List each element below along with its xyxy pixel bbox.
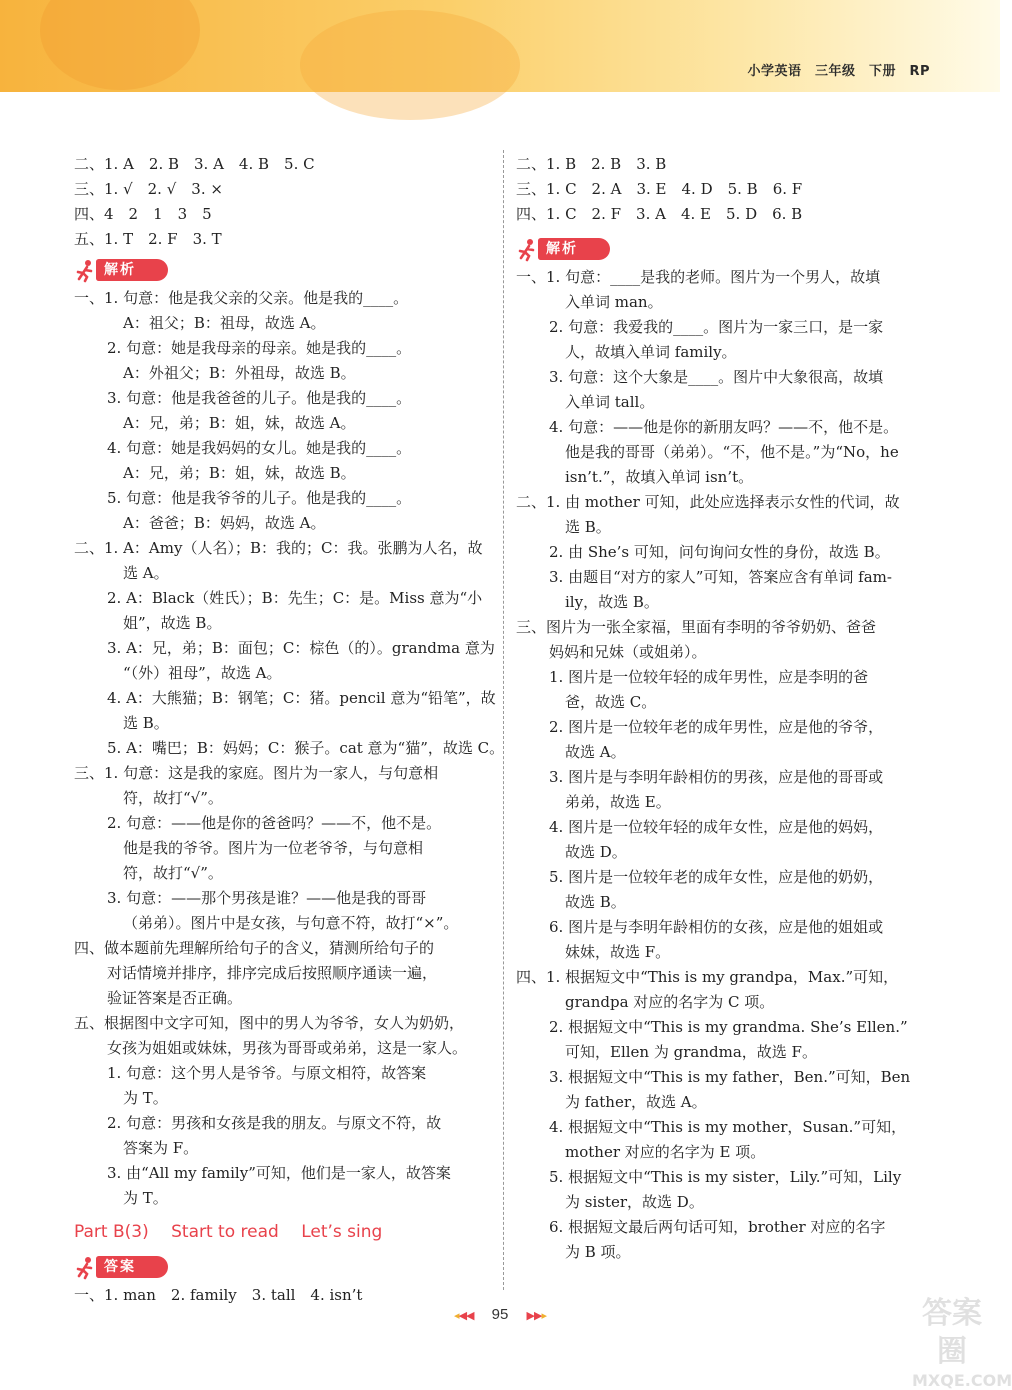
analysis-line: 3. 由“All my family”可知，他们是一家人，故答案 bbox=[107, 1164, 451, 1182]
analysis-tag bbox=[74, 256, 492, 284]
answer-line: 三、1. √ 2. √ 3. × bbox=[74, 180, 223, 198]
analysis-line: 女孩为姐姐或妹妹，男孩为哥哥或弟弟，这是一家人。 bbox=[107, 1039, 468, 1057]
analysis-line: 3. 句意：——那个男孩是谁？——他是我的哥哥 bbox=[107, 889, 427, 907]
analysis-line: 三、1. 句意：这是我的家庭。图片为一家人，与句意相 bbox=[74, 764, 439, 782]
analysis-line: 2. 句意：男孩和女孩是我的朋友。与原文不符，故 bbox=[107, 1114, 442, 1132]
analysis-line: 4. 图片是一位较年轻的成年女性，应是他的妈妈， bbox=[549, 818, 884, 836]
analysis-line: 3. 句意：这个大象是____。图片中大象很高，故填 bbox=[549, 368, 884, 386]
analysis-line: 故选 D。 bbox=[565, 843, 627, 861]
watermark-logo bbox=[912, 1295, 1012, 1390]
analysis-line: A：兄，弟；B：姐，妹，故选 B。 bbox=[123, 464, 356, 482]
answers-list bbox=[516, 152, 932, 227]
analysis-line: 为 T。 bbox=[123, 1089, 168, 1107]
analysis-line: 妹妹，故选 F。 bbox=[565, 943, 671, 961]
analysis-line: 3. 根据短文中“This is my father，Ben.”可知，Ben bbox=[549, 1068, 911, 1086]
analysis-line: 三、图片为一张全家福，里面有李明的爷爷奶奶、爸爸 bbox=[516, 618, 877, 636]
watermark-url: MXQE.COM bbox=[912, 1371, 1012, 1390]
analysis-line: 他是我的哥哥（弟弟）。“不，他不是。”为“No，he bbox=[565, 443, 899, 461]
analysis-line: 4. A：大熊猫；B：钢笔；C：猪。pencil 意为“铅笔”，故 bbox=[107, 689, 496, 707]
analysis-line: 一、1. 句意：____是我的老师。图片为一个男人，故填 bbox=[516, 268, 881, 286]
right-column bbox=[516, 152, 932, 1265]
analysis-line: 他是我的爷爷。图片为一位老爷爷，与句意相 bbox=[123, 839, 424, 857]
analysis-line: 3. A：兄，弟；B：面包；C：棕色（的）。grandma 意为 bbox=[107, 639, 495, 657]
prev-arrows-icon: ◂◀◀ bbox=[454, 1310, 474, 1322]
analysis-line: 四、1. 根据短文中“This is my grandpa，Max.”可知， bbox=[516, 968, 899, 986]
answer-line: 二、1. A 2. B 3. A 4. B 5. C bbox=[74, 155, 315, 173]
analysis-line: 四、做本题前先理解所给句子的含义，猜测所给句子的 bbox=[74, 939, 435, 957]
analysis-label: 解析 bbox=[538, 238, 610, 260]
analysis-line: 入单词 man。 bbox=[565, 293, 663, 311]
analysis-line: 妈妈和兄妹（或姐弟）。 bbox=[549, 643, 707, 661]
analysis-line: 选 B。 bbox=[123, 714, 169, 732]
analysis-line: grandpa 对应的名字为 C 项。 bbox=[565, 993, 775, 1011]
analysis-line: 2. 句意：我爱我的____。图片为一家三口，是一家 bbox=[549, 318, 884, 336]
analysis-line: 2. 根据短文中“This is my grandma. She’s Ellen.” bbox=[549, 1018, 908, 1036]
analysis-line: 符，故打“√”。 bbox=[123, 789, 223, 807]
running-figure-icon bbox=[516, 237, 540, 261]
analysis-line: 4. 根据短文中“This is my mother，Susan.”可知， bbox=[549, 1118, 907, 1136]
analysis-line: isn’t.”，故填入单词 isn’t。 bbox=[565, 468, 754, 486]
analysis-line: 2. 图片是一位较年老的成年男性，应是他的爷爷， bbox=[549, 718, 884, 736]
analysis-line: 5. 图片是一位较年老的成年女性，应是他的奶奶， bbox=[549, 868, 884, 886]
analysis-line: 答案为 F。 bbox=[123, 1139, 199, 1157]
analysis-line: 5. 句意：他是我爷爷的儿子。他是我的____。 bbox=[107, 489, 412, 507]
analysis-line: A：祖父；B：祖母，故选 A。 bbox=[123, 314, 326, 332]
analysis-tag bbox=[516, 235, 932, 263]
analysis-line: （弟弟）。图片中是女孩，与句意不符，故打“×”。 bbox=[123, 914, 459, 932]
analysis-line: 1. 图片是一位较年轻的成年男性，应是李明的爸 bbox=[549, 668, 869, 686]
analysis-line: 符，故打“√”。 bbox=[123, 864, 223, 882]
analysis-line: 3. 图片是与李明年龄相仿的男孩，应是他的哥哥或 bbox=[549, 768, 884, 786]
analysis-line: 2. 句意：她是我母亲的母亲。她是我的____。 bbox=[107, 339, 412, 357]
analysis-line: 为 B 项。 bbox=[565, 1243, 631, 1261]
answer-line: 四、4 2 1 3 5 bbox=[74, 205, 212, 223]
running-figure-icon bbox=[74, 258, 98, 282]
analysis-line: 五、根据图中文字可知，图中的男人为爷爷，女人为奶奶， bbox=[74, 1014, 465, 1032]
analysis-line: 入单词 tall。 bbox=[565, 393, 655, 411]
analysis-line: 为 sister，故选 D。 bbox=[565, 1193, 704, 1211]
page-number: 95 bbox=[491, 1306, 509, 1323]
analysis-line: mother 对应的名字为 E 项。 bbox=[565, 1143, 766, 1161]
analysis-line: 姐”，故选 B。 bbox=[123, 614, 222, 632]
analysis-line: 2. 由 She’s 可知，问句询问女性的身份，故选 B。 bbox=[549, 543, 890, 561]
analysis-line: 5. A：嘴巴；B：妈妈；C：猴子。cat 意为“猫”，故选 C。 bbox=[107, 739, 505, 757]
analysis-line: A：爸爸；B：妈妈，故选 A。 bbox=[123, 514, 326, 532]
running-figure-icon bbox=[74, 1255, 98, 1279]
analysis-line: 5. 根据短文中“This is my sister，Lily.”可知，Lily bbox=[549, 1168, 902, 1186]
analysis-line: 选 B。 bbox=[565, 518, 611, 536]
next-arrows-icon: ▶▶▸ bbox=[526, 1310, 546, 1322]
answer-line: 四、1. C 2. F 3. A 4. E 5. D 6. B bbox=[516, 205, 803, 223]
answer-tag bbox=[74, 1253, 492, 1281]
analysis-line: 二、1. A：Amy（人名）；B：我的；C：我。张鹏为人名，故 bbox=[74, 539, 483, 557]
analysis-line: 2. 句意：——他是你的爸爸吗？——不，他不是。 bbox=[107, 814, 442, 832]
answer-label: 答案 bbox=[96, 1256, 168, 1278]
analysis-line: 一、1. 句意：他是我父亲的父亲。他是我的____。 bbox=[74, 289, 409, 307]
analysis-line: A：兄，弟；B：姐，妹，故选 A。 bbox=[123, 414, 356, 432]
answer-line: 二、1. B 2. B 3. B bbox=[516, 155, 667, 173]
answers-list bbox=[74, 152, 492, 252]
analysis-line: 为 T。 bbox=[123, 1189, 168, 1207]
analysis-line: 3. 句意：他是我爸爸的儿子。他是我的____。 bbox=[107, 389, 412, 407]
analysis-line: 3. 由题目“对方的家人”可知，答案应含有单词 fam- bbox=[549, 568, 892, 586]
column-divider bbox=[503, 150, 504, 1290]
analysis-line: 故选 A。 bbox=[565, 743, 626, 761]
analysis-line: 6. 根据短文最后两句话可知，brother 对应的名字 bbox=[549, 1218, 886, 1236]
analysis-line: 为 father，故选 A。 bbox=[565, 1093, 707, 1111]
book-title: 小学英语 三年级 下册 RP bbox=[747, 64, 930, 79]
analysis-line: 人，故填入单词 family。 bbox=[565, 343, 737, 361]
analysis-line: 选 A。 bbox=[123, 564, 169, 582]
page-footer bbox=[0, 1306, 1000, 1336]
analysis-line: 4. 句意：——他是你的新朋友吗？——不，他不是。 bbox=[549, 418, 899, 436]
left-column bbox=[74, 152, 505, 1308]
banner-decoration bbox=[300, 10, 520, 120]
analysis-line: 6. 图片是与李明年龄相仿的女孩，应是他的姐姐或 bbox=[549, 918, 884, 936]
analysis-line: 验证答案是否正确。 bbox=[107, 989, 243, 1007]
analysis-line: 4. 句意：她是我妈妈的女儿。她是我的____。 bbox=[107, 439, 412, 457]
answers-bottom: 一、1. man 2. family 3. tall 4. isn’t bbox=[74, 1286, 363, 1304]
analysis-line: A：外祖父；B：外祖母，故选 B。 bbox=[123, 364, 356, 382]
analysis-line: 二、1. 由 mother 可知，此处应选择表示女性的代词，故 bbox=[516, 493, 900, 511]
analysis-text bbox=[516, 265, 932, 1265]
analysis-line: 故选 B。 bbox=[565, 893, 626, 911]
analysis-line: 弟弟，故选 E。 bbox=[565, 793, 671, 811]
analysis-line: 对话情境并排序，排序完成后按照顺序通读一遍， bbox=[107, 964, 438, 982]
answer-line: 三、1. C 2. A 3. E 4. D 5. B 6. F bbox=[516, 180, 803, 198]
analysis-line: 1. 句意：这个男人是爷爷。与原文相符，故答案 bbox=[107, 1064, 427, 1082]
watermark-text: 答案圈 bbox=[922, 1296, 982, 1369]
analysis-label: 解析 bbox=[96, 259, 168, 281]
analysis-line: 2. A：Black（姓氏）；B：先生；C：是。Miss 意为“小 bbox=[107, 589, 483, 607]
analysis-line: 可知，Ellen 为 grandma，故选 F。 bbox=[565, 1043, 817, 1061]
section-title: Part B(3) Start to read Let’s sing bbox=[74, 1222, 383, 1242]
answer-line: 五、1. T 2. F 3. T bbox=[74, 230, 222, 248]
analysis-line: 爸，故选 C。 bbox=[565, 693, 657, 711]
analysis-line: “（外）祖母”，故选 A。 bbox=[123, 664, 282, 682]
analysis-line: ily，故选 B。 bbox=[565, 593, 659, 611]
analysis-text bbox=[74, 286, 505, 1211]
banner-decoration bbox=[40, 0, 200, 90]
